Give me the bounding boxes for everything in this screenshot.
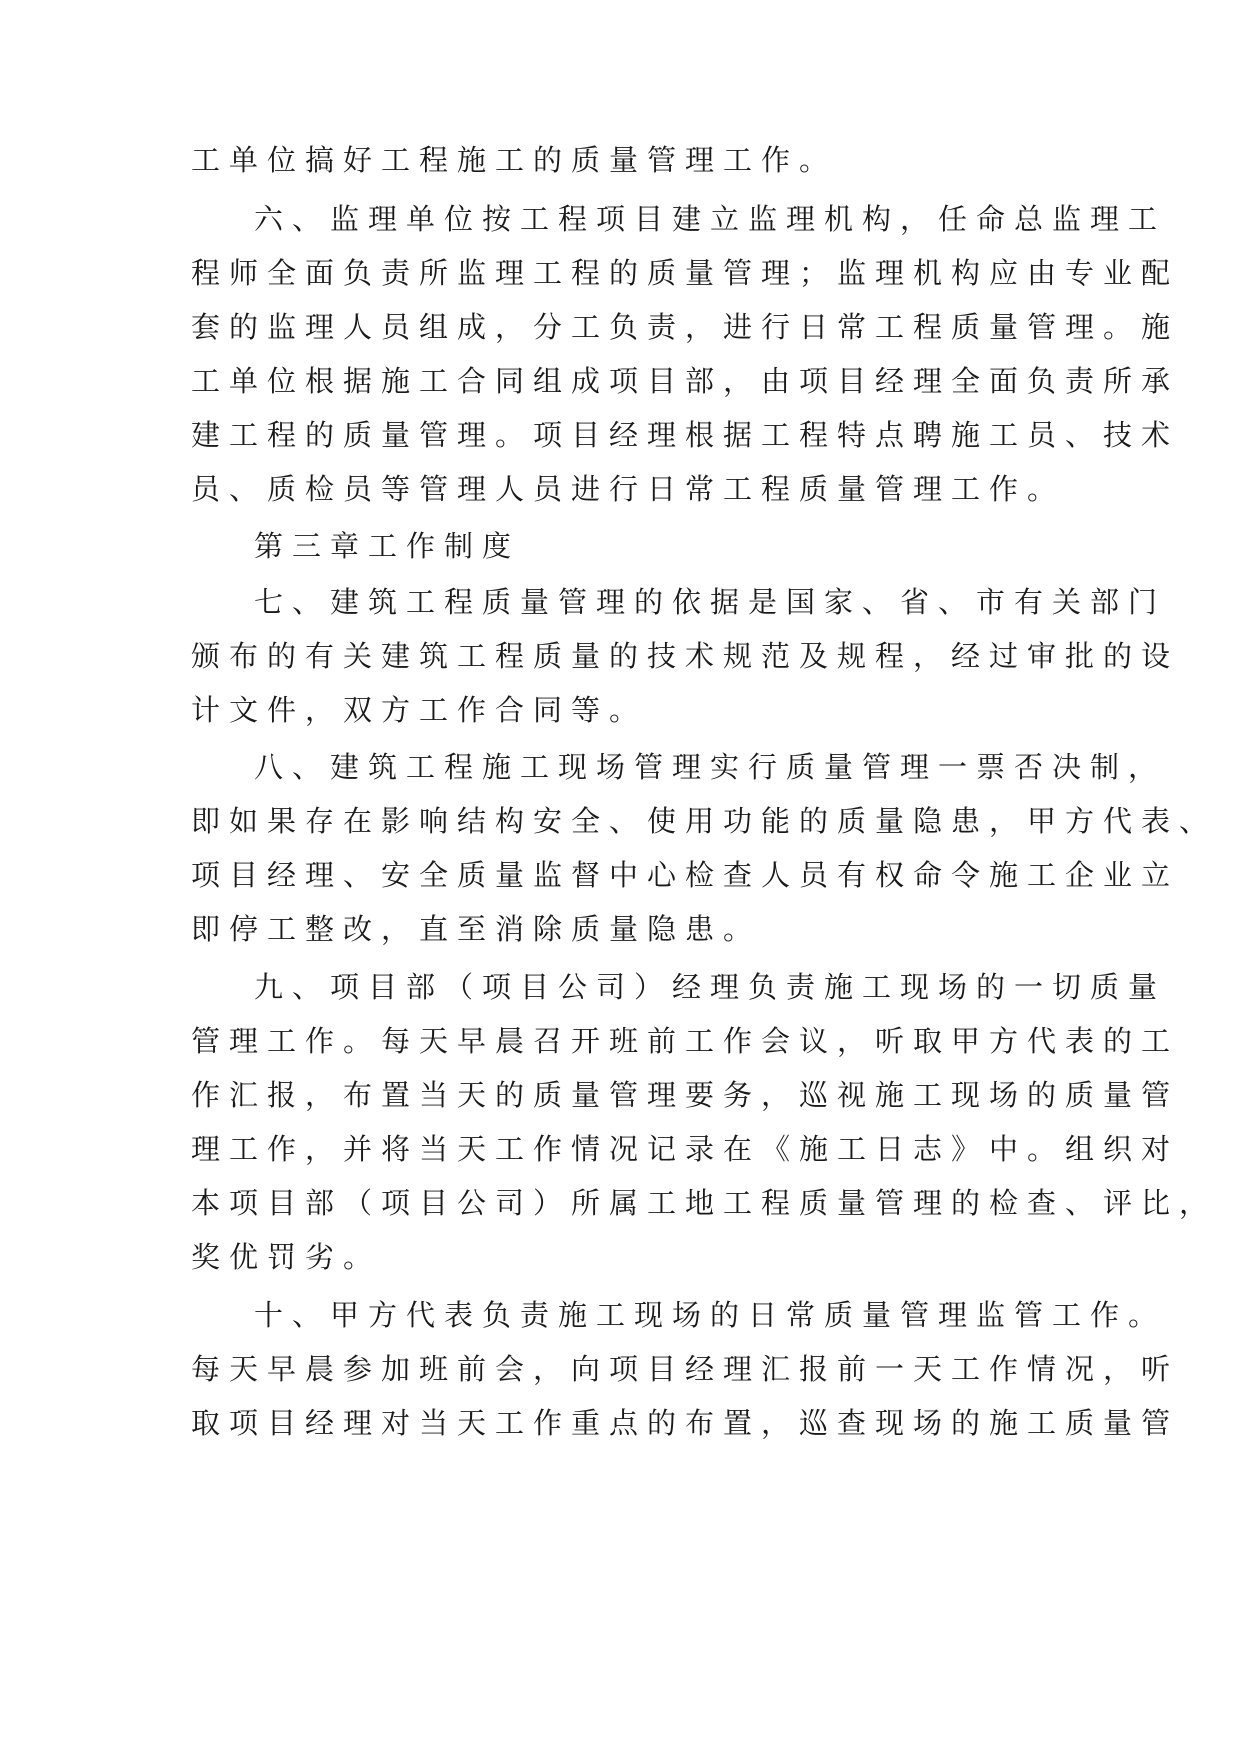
text-line: 建工程的质量管理。项目经理根据工程特点聘施工员、技术 bbox=[191, 418, 1180, 452]
text-line: 即如果存在影响结构安全、使用功能的质量隐患，甲方代表、 bbox=[191, 804, 1218, 838]
text-line: 九、项目部（项目公司）经理负责施工现场的一切质量 bbox=[254, 970, 1167, 1004]
text-line: 七、建筑工程质量管理的依据是国家、省、市有关部门 bbox=[254, 585, 1167, 619]
text-line: 取项目经理对当天工作重点的布置，巡查现场的施工质量管 bbox=[191, 1406, 1180, 1440]
text-line: 员、质检员等管理人员进行日常工程质量管理工作。 bbox=[191, 472, 1066, 506]
text-line: 套的监理人员组成，分工负责，进行日常工程质量管理。施 bbox=[191, 310, 1180, 344]
section-heading: 第三章工作制度 bbox=[254, 529, 521, 563]
text-line: 理工作，并将当天工作情况记录在《施工日志》中。组织对 bbox=[191, 1132, 1180, 1166]
text-line: 奖优罚劣。 bbox=[191, 1240, 382, 1274]
text-line: 管理工作。每天早晨召开班前工作会议，听取甲方代表的工 bbox=[191, 1024, 1180, 1058]
text-line: 颁布的有关建筑工程质量的技术规范及规程，经过审批的设 bbox=[191, 639, 1180, 673]
text-line: 程师全面负责所监理工程的质量管理；监理机构应由专业配 bbox=[191, 256, 1180, 290]
text-line: 十、甲方代表负责施工现场的日常质量管理监管工作。 bbox=[254, 1298, 1167, 1332]
text-line: 每天早晨参加班前会，向项目经理汇报前一天工作情况，听 bbox=[191, 1352, 1180, 1386]
text-line: 项目经理、安全质量监督中心检查人员有权命令施工企业立 bbox=[191, 858, 1180, 892]
text-line: 作汇报，布置当天的质量管理要务，巡视施工现场的质量管 bbox=[191, 1078, 1180, 1112]
text-line: 即停工整改，直至消除质量隐患。 bbox=[191, 912, 762, 946]
text-line: 八、建筑工程施工现场管理实行质量管理一票否决制， bbox=[254, 750, 1167, 784]
text-line: 工单位根据施工合同组成项目部，由项目经理全面负责所承 bbox=[191, 364, 1180, 398]
text-line: 六、监理单位按工程项目建立监理机构，任命总监理工 bbox=[254, 202, 1167, 236]
text-line: 计文件，双方工作合同等。 bbox=[191, 693, 648, 727]
text-line: 本项目部（项目公司）所属工地工程质量管理的检查、评比， bbox=[191, 1186, 1218, 1220]
text-line: 工单位搞好工程施工的质量管理工作。 bbox=[191, 143, 838, 177]
